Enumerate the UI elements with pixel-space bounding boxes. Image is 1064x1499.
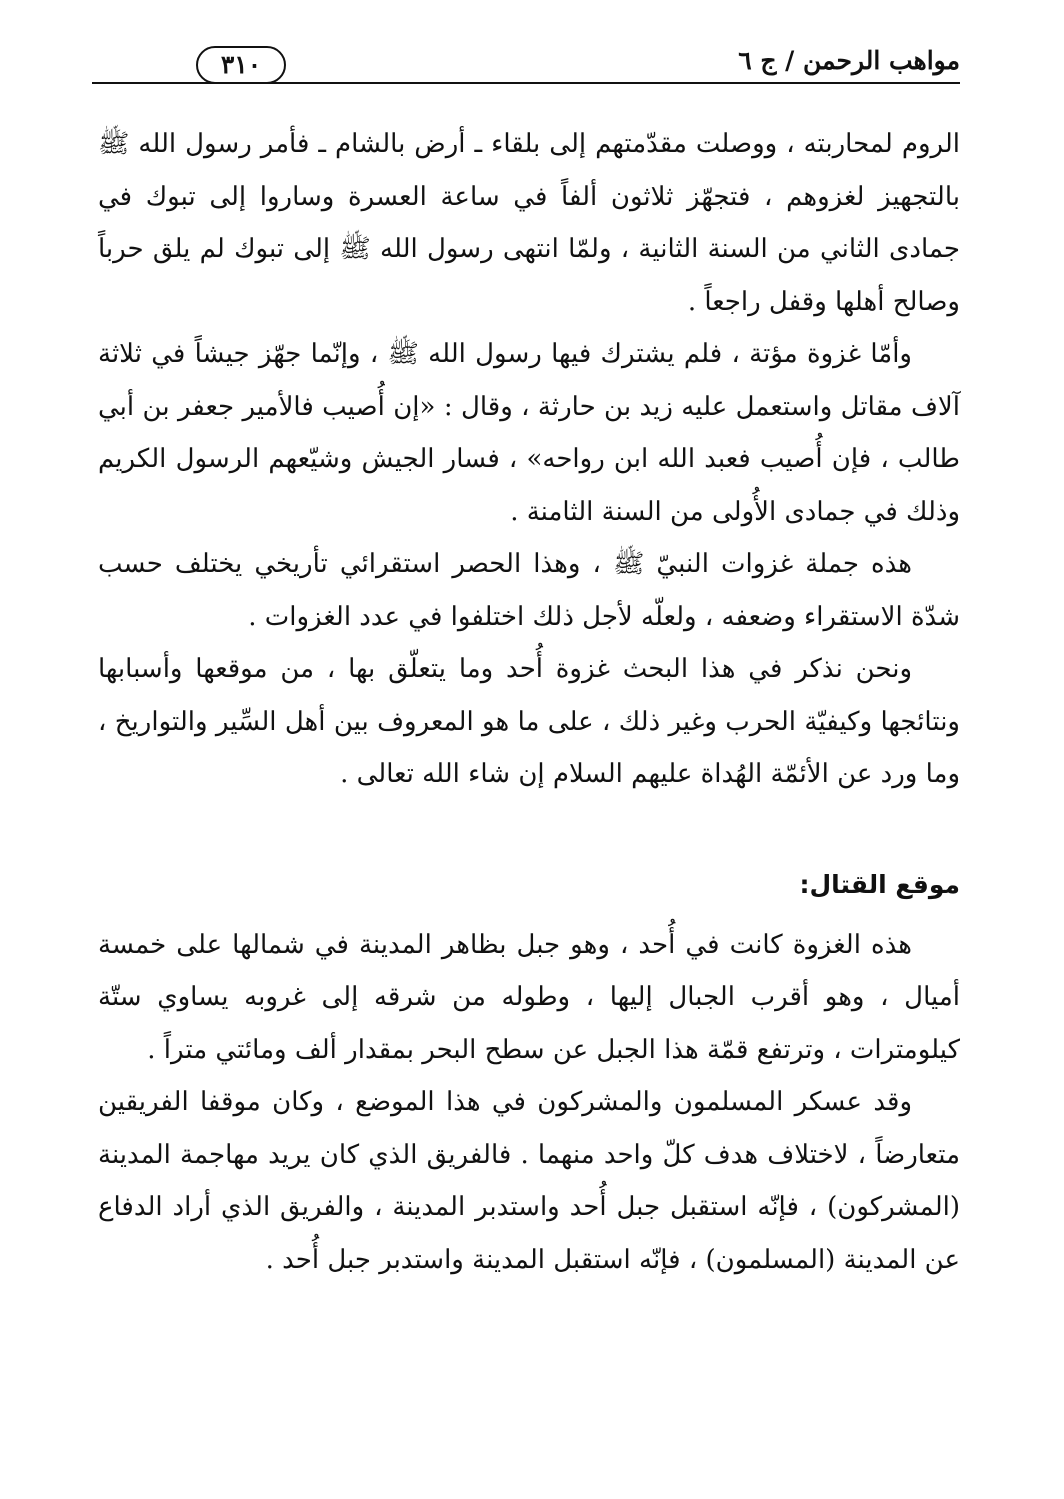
paragraph-uhud-intro: ونحن نذكر في هذا البحث غزوة أُحد وما يتعلّق بها ، من موقعها وأسبابها ونتائجها وكيفيّة الحرب وغير ذلك ، على ما هو المعروف بين أهل السِّير والتواريخ ، وما ورد عن الأئمّة الهُداة عليهم السلام إن شاء الله تعالى . [98,654,960,789]
paragraph-continuation-tabuk: الروم لمحاربته ، ووصلت مقدّمتهم إلى بلقاء ـ أرض بالشام ـ فأمر رسول الله ﷺ بالتجهيز لغزوهم ، فتجهّز ثلاثون ألفاً في ساعة العسرة وساروا إلى تبوك في جمادى الثاني من السنة الثانية ، ولمّا انتهى رسول الله ﷺ إلى تبوك لم يلق حرباً وصالح أهلها وقفل راجعاً . [98,129,960,317]
paragraph-ghazawat-summary: هذه جملة غزوات النبيّ ﷺ ، وهذا الحصر استقرائي تأريخي يختلف حسب شدّة الاستقراء وضعفه ، ولعلّه لأجل ذلك اختلفوا في عدد الغزوات . [98,549,960,632]
section-heading: موقع القتال: [799,869,960,899]
page-header [92,40,960,90]
paragraph-mutah: وأمّا غزوة مؤتة ، فلم يشترك فيها رسول الله ﷺ ، وإنّما جهّز جيشاً في ثلاثة آلاف مقاتل واستعمل عليه زيد بن حارثة ، وقال : «إن أُصيب فالأمير جعفر بن أبي طالب ، فإن أُصيب فعبد الله ابن رواحه» ، فسار الجيش وشيّعهم الرسول الكريم وذلك في جمادى الأُولى من السنة الثامنة . [98,339,960,527]
paragraph-camps: وقد عسكر المسلمون والمشركون في هذا الموضع ، وكان موقفا الفريقين متعارضاً ، لاختلاف هدف كلّ واحد منهما . فالفريق الذي كان يريد مهاجمة المدينة (المشركون) ، فإنّه استقبل جبل أُحد واستدبر المدينة ، والفريق الذي أراد الدفاع عن المدينة (المسلمون) ، فإنّه استقبل المدينة واستدبر جبل أُحد . [98,1087,960,1275]
running-title: مواهب الرحمن / ج ٦ [738,46,960,75]
page-number: ٣١٠ [196,46,286,84]
page-body [98,118,960,1286]
header-divider [92,82,960,84]
paragraph-uhud-location: هذه الغزوة كانت في أُحد ، وهو جبل بظاهر المدينة في شمالها على خمسة أميال ، وهو أقرب الجبال إليها ، وطوله من شرقه إلى غروبه يساوي ستّة كيلومترات ، وترتفع قمّة هذا الجبل عن سطح البحر بمقدار ألف ومائتي متراً . [98,929,960,1065]
